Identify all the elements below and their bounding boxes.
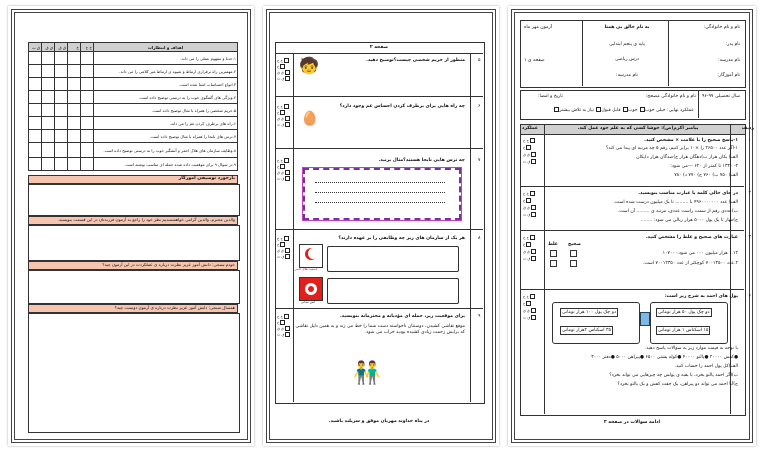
grade-cell[interactable] [55, 65, 68, 78]
grade-cell[interactable] [29, 52, 42, 65]
grade-mark[interactable] [523, 242, 531, 247]
grade-cell[interactable] [81, 52, 94, 65]
goal-text: ۵.حریم شخصی را همراه با مثال توضیح داده است. [94, 104, 238, 117]
q1-options: الف) ۷۵۰ ب) ۷۶۰ ج) ۷۷۰ د) ۷۸۰ [674, 173, 738, 178]
grade-mark-label: ق ت [523, 212, 531, 217]
question-5: منظور از حریم شخصی چیست؟توضیح دهید. [366, 58, 465, 63]
goal-row [29, 52, 238, 65]
grade-cell[interactable] [29, 91, 42, 104]
father-name-label: نام پدر: [725, 42, 740, 47]
grade-mark[interactable] [523, 138, 535, 143]
grade-mark[interactable] [523, 191, 535, 196]
question-9: برای موقعیت زیر، جمله ای مؤدبانه و محترمانه بنویسید. [339, 314, 465, 319]
grade-mark[interactable] [277, 326, 290, 331]
grade-cell[interactable] [29, 158, 42, 171]
grade-mark-label: خ [523, 242, 526, 247]
grade-mark[interactable] [523, 301, 531, 306]
grade-cell[interactable] [81, 104, 94, 117]
grade-cell[interactable] [81, 130, 94, 143]
teacher-name-label: نام آموزگار: [717, 73, 740, 78]
col-row: ردیف [741, 126, 754, 131]
grade-mark[interactable] [523, 315, 536, 320]
grade-mark[interactable] [277, 314, 289, 319]
checkbox-wrong[interactable] [550, 250, 557, 257]
goals-list [28, 51, 238, 171]
grade-header: ق ق [55, 43, 68, 52]
answer-box-fire-dept[interactable] [327, 278, 459, 304]
evaluation-sheet [8, 6, 254, 446]
checkbox-correct[interactable] [570, 260, 577, 267]
continue-note: ادامه سوالات در صفحه ۲ [603, 420, 661, 425]
q4-subq-c: ج)آیا احمد می تواند دو پیراهن، یک جفت کفش و یک پالتو بخرد؟ [617, 382, 738, 387]
grade-mark-label: خ [277, 320, 280, 325]
page-label: صفحه ۲ [369, 45, 389, 50]
grade-cell[interactable] [29, 78, 42, 91]
grade-mark-label: ق ق [277, 248, 284, 253]
question-number: ۶ [478, 104, 481, 109]
grade-mark[interactable] [277, 64, 285, 69]
goal-text: ۶.راه های برطرف کردن غم را می داند. [94, 117, 238, 130]
question-6: چه راه هایی برای برطرف کردن احساس غم وجود دارد؟ [339, 104, 465, 109]
goal-text: ۴.ویژگی های گفتگوی خوب را به درستی توضیح داده است. [94, 91, 238, 104]
child-cartoon-icon: 🧒 [299, 56, 319, 75]
grade-cell[interactable] [42, 91, 55, 104]
grade-mark[interactable] [523, 235, 535, 240]
grade-label: پایه ی پنجم ابتدایی [609, 42, 645, 47]
grade-mark-label: ق ت [277, 332, 285, 337]
question-number: ۱ [748, 138, 751, 143]
grade-mark-label: ق ت [277, 254, 285, 259]
q3-title: عبارت های صحیح و غلط را مشخص کنید. [645, 235, 738, 240]
grade-cell[interactable] [55, 52, 68, 65]
grade-mark-label: خ خ [277, 236, 283, 241]
goal-text: ۷.ترس های نابجا را همراه با مثال توضیح داده است. [94, 130, 238, 143]
page-footer: در پناه خداوند مهربان موفق و سربلند باشید. [328, 419, 430, 424]
grade-cell[interactable] [42, 52, 55, 65]
calculator-icon [640, 312, 650, 326]
money-card: دو چک پول ۱۰۰ هزار تومانی [562, 310, 616, 315]
grade-cell[interactable] [68, 65, 81, 78]
final-performance-label [553, 107, 694, 113]
grade-mark[interactable] [277, 164, 285, 169]
grade-mark[interactable] [523, 152, 536, 157]
grade-mark-label: خ خ [277, 158, 283, 163]
money-card: ۱۵ اسکناس ۱ هزار تومانی [658, 328, 709, 333]
bismillah: به نام خالق بی همتا [604, 25, 650, 30]
exam-label: آزمون مهر ماه [524, 25, 553, 30]
question-number: ۷ [478, 158, 481, 163]
school-year: سال تحصیلی ۹۷-۹۶ [701, 94, 740, 99]
question-8: هر یک از سازمان های زیر چه وظایفی را بر عهده دارند؟ [338, 236, 465, 241]
grade-cell[interactable] [81, 78, 94, 91]
grade-mark[interactable] [277, 116, 290, 121]
grade-cell[interactable] [55, 143, 68, 158]
goals-title: اهداف و انتظارات [94, 43, 238, 52]
grade-mark[interactable] [277, 332, 290, 337]
question-number: ۴ [748, 294, 751, 299]
grade-mark-label: خ خ [277, 104, 283, 109]
perf-good: خوب [628, 108, 638, 113]
perf-needs-effort: نیاز به تلاش بیشتر [559, 108, 594, 113]
grade-cell[interactable] [55, 130, 68, 143]
exam-page-1 [508, 6, 756, 446]
goal-text: ۳.انواع احساسات اشنا شده است. [94, 78, 238, 91]
grade-mark[interactable] [277, 110, 285, 115]
q3-correct-col: صحیح [568, 242, 581, 247]
grade-cell[interactable] [81, 158, 94, 171]
grade-cell[interactable] [55, 104, 68, 117]
grade-cell[interactable] [81, 117, 94, 130]
grade-mark[interactable] [523, 198, 531, 203]
grade-mark-label: خ خ [277, 314, 283, 319]
q1-title: ۱-پاسخ صحیح را با علامت × مشخص کنید. [644, 138, 738, 143]
goal-row [29, 158, 238, 171]
grade-cell[interactable] [81, 91, 94, 104]
grade-cell[interactable] [42, 158, 55, 171]
q4-subq-b: ب)اگر احمد پالتو بخرد، با بقیه ی پولش چه چیزهایی می تواند بخرد؟ [609, 373, 738, 378]
fire-dept-label: آتش نشانی [301, 300, 316, 304]
grade-cell[interactable] [42, 117, 55, 130]
self-assessment-prompt: خودم سنجی: دانش آموز عزیز نظرت درباره ی عملکردت در این آزمون چیه؟ [28, 261, 238, 270]
grade-mark-label: ق ق [277, 70, 284, 75]
red-crescent-label: جمعیت هلال احمر [295, 267, 318, 271]
grade-cell[interactable] [42, 130, 55, 143]
grade-header: خ خ [81, 43, 94, 52]
grade-cell[interactable] [68, 78, 81, 91]
grade-mark-label: ق ق [523, 308, 530, 313]
grade-mark-label: خ [523, 301, 526, 306]
grade-mark-label: ق ق [523, 152, 530, 157]
q4-instruction: با توجه به قیمت موارد زیر به سوالات پاسخ دهید. [644, 346, 738, 351]
grade-cell[interactable] [55, 91, 68, 104]
red-crescent-logo [299, 244, 323, 268]
grade-cell[interactable] [68, 91, 81, 104]
grade-mark[interactable] [277, 122, 290, 127]
goal-text: ۲.مهمترین راه برقراری ارتباط و شیوه ی ارتباط غیر کلامی را می داند. [94, 65, 238, 78]
grade-mark-label: خ خ [523, 138, 529, 143]
grade-mark[interactable] [523, 249, 536, 254]
grade-mark-label: خ [523, 198, 526, 203]
grade-mark[interactable] [277, 320, 285, 325]
grade-mark[interactable] [523, 205, 536, 210]
subject-label: درس ریاضی [615, 57, 639, 62]
perf-very-good: عملکرد نهایی: خیلی خوب [645, 108, 694, 113]
answer-box-red-crescent[interactable] [327, 246, 459, 272]
grade-cell[interactable] [68, 130, 81, 143]
grade-mark[interactable] [277, 248, 290, 253]
grade-cell[interactable] [68, 117, 81, 130]
question-7: چه ترس هایی نابجا هستند؟مثال بزنید. [378, 158, 465, 163]
peer-assessment-prompt: همسال سنجی: دانش آموز عزیز نظرت درباره ی آزمون دوستت چیه؟ [28, 304, 238, 313]
grade-mark[interactable] [277, 176, 290, 181]
grade-cell[interactable] [55, 78, 68, 91]
question-number: ۳ [748, 235, 751, 240]
grade-cell[interactable] [42, 78, 55, 91]
grade-mark-label: ق ت [523, 256, 531, 261]
q2-line: الف) عدد ۴۹۶۰۰۰۰۰۰۰ با ......... تا یک میلیون درست شده است. [613, 200, 738, 205]
grade-cell[interactable] [81, 65, 94, 78]
grade-mark[interactable] [277, 242, 285, 247]
perf-acceptable: قابل قبول [601, 108, 621, 113]
school-label-mid: نام مدرسه: [616, 73, 638, 78]
parent-comment-box[interactable] [28, 225, 240, 261]
answer-frame[interactable] [303, 168, 461, 220]
q1-line: ۲- ۱۳۲۰ تا کمتر از ۶۲۰ ---می شود: [670, 164, 738, 169]
sad-egg-icon: 🥚 [301, 111, 319, 127]
grade-mark-label: خ خ [523, 235, 529, 240]
goal-text: ۹.در سوال ۹ برای موقعیت داده شده جمله ای مناسب نوشته است. [94, 158, 238, 171]
hadith-header: پیامبر اکرم(ص): خوشا کسی که به علم خود عمل کند. [577, 126, 699, 131]
goal-row [29, 143, 238, 158]
q4-prices: ●کفش ۲۰۰۰۰ ●پالتو ۴۰۰۰۰ ●کوله پشتی ۶۵۰۰ ●پیراهن ۵۰۰۰ ●دفتر ۳۰۰۰ [591, 355, 738, 360]
grade-mark[interactable] [523, 145, 531, 150]
parent-prompt: والدین محترم، والدین گرامی خواهشمندیم نظر خود را راجع به آزمون فرزندتان در این قسمت بنویسید. [28, 216, 238, 225]
grade-mark-label: ق ت [277, 122, 285, 127]
grade-mark[interactable] [523, 212, 536, 217]
grade-mark[interactable] [277, 236, 289, 241]
grade-cell[interactable] [29, 117, 42, 130]
goal-row [29, 91, 238, 104]
q4-title: پول های احمد به شرح زیر است: [664, 294, 738, 299]
grade-cell[interactable] [81, 143, 94, 158]
q3-statement: ۲.عدد ۷۰۰۱۳۵۰۰ کوچکتر از عدد ۷۰۰۱۲۳۵۰ است. [642, 261, 738, 266]
grade-cell[interactable] [68, 52, 81, 65]
q1-line: ۱-اگر عدد ۲۶۵۰۰ را ×۱۰ برابر کنیم، رقم ۵ چه مرتبه ای پیدا می کند؟ [605, 146, 738, 151]
question-9-scenario: موقع تقاشی کشیدن، دوستتان ناخواسته دست شما را خط می زند و به همین دلیل نقاشی که برایش زحمت زیادی کشیده بودید خراب می شود. [295, 324, 465, 335]
money-card: دو چک پول ۵۰ هزار تومانی [658, 310, 710, 315]
peer-assessment-box[interactable] [28, 313, 240, 433]
grade-cell[interactable] [29, 130, 42, 143]
grade-mark[interactable] [523, 256, 536, 261]
checkbox-wrong[interactable] [550, 260, 557, 267]
q2-title: در جای خالی کلمه یا عبارت مناسب بنویسید. [638, 191, 738, 196]
grade-mark-label: ق ت [277, 176, 285, 181]
goal-row [29, 65, 238, 78]
grade-mark[interactable] [277, 158, 289, 163]
grade-mark-label: ق ق [523, 249, 530, 254]
grade-cell[interactable] [29, 104, 42, 117]
question-number: ۲ [748, 191, 751, 196]
grade-mark-label: خ خ [523, 191, 529, 196]
grade-mark-label: خ [277, 242, 280, 247]
grade-header: ق ق [42, 43, 55, 52]
q1-options: الف) یکان هزار ب)دهگان هزار ج)صدگان هزار د)یکان [636, 155, 738, 160]
grade-mark[interactable] [277, 58, 289, 63]
grade-header: خ [68, 43, 81, 52]
q4-subq-a: الف)کل پول احمد را حساب کنید. [674, 364, 738, 369]
grade-header: ق ت [29, 43, 42, 52]
grade-mark[interactable] [523, 159, 536, 164]
page-count-label: صفحه ی ۱ [524, 58, 545, 63]
grade-mark[interactable] [277, 254, 290, 259]
grade-cell[interactable] [68, 104, 81, 117]
question-number: ۹ [478, 314, 481, 319]
grade-mark-label: ق ق [277, 116, 284, 121]
two-boys-illustration: 👬 [353, 361, 381, 386]
student-name-label: نام و نام خانوادگی: [703, 25, 740, 30]
goal-row [29, 104, 238, 117]
fire-dept-logo [299, 277, 323, 301]
q2-line: ب)عددی رقم از سمت راست عددی، مرتبه ی ......... آن است. [617, 209, 738, 214]
q2-line: ج)مهار تا یک پول ۵۰۰۰ هزار ریالی می شود: ........ [640, 218, 738, 223]
grade-cell[interactable] [29, 65, 42, 78]
grade-cell[interactable] [42, 143, 55, 158]
teacher-feedback-title: بازخورد توصیفی آموزگار [28, 175, 238, 184]
col-performance: عملکرد [522, 126, 538, 131]
money-card: ۳۵ اسکناس ۲هزار تومانی [562, 328, 611, 333]
grade-mark-label: خ [277, 164, 280, 169]
grade-mark-label: خ [277, 110, 280, 115]
date-signature-label: تاریخ و امضا: [538, 94, 563, 99]
goal-text: ۱.حدنا و مفهوم عملی را می داند. [94, 52, 238, 65]
grade-mark[interactable] [277, 170, 290, 175]
grade-mark-label: خ [277, 64, 280, 69]
corrector-label: نام و نام خانوادگی مصحح: [645, 94, 696, 99]
question-number: ۵ [478, 58, 481, 63]
grade-mark-label: ق ق [277, 326, 284, 331]
grade-cell[interactable] [42, 65, 55, 78]
goal-row [29, 78, 238, 91]
grade-cell[interactable] [29, 143, 42, 158]
grade-mark-label: ق ق [523, 205, 530, 210]
grade-cell[interactable] [55, 117, 68, 130]
grade-mark-label: ق ت [523, 159, 531, 164]
grade-mark[interactable] [277, 104, 289, 109]
school-name-label: نام مدرسه: [718, 58, 740, 63]
grade-cell[interactable] [68, 143, 81, 158]
goal-row [29, 117, 238, 130]
self-assessment-box[interactable] [28, 270, 240, 304]
grade-mark[interactable] [277, 70, 290, 75]
grade-mark[interactable] [277, 76, 290, 81]
grade-mark[interactable] [523, 294, 535, 299]
grade-mark-label: ق ت [523, 315, 531, 320]
grade-cell[interactable] [42, 104, 55, 117]
q3-statement: ۱.۱۲ هزار میلیون ۰۰۰ می شود.۱۰۷۰۰۰ [662, 251, 738, 256]
goal-text: ۸.وظایف سازمان های هلال احمر و آتشگیر خوب را به درستی توضیح داده است. [94, 143, 238, 158]
q3-wrong-col: غلط [548, 242, 558, 247]
grade-cell[interactable] [68, 158, 81, 171]
grade-mark-label: ق ت [277, 76, 285, 81]
grade-mark[interactable] [523, 308, 536, 313]
checkbox-correct[interactable] [570, 250, 577, 257]
grade-mark-label: خ خ [277, 58, 283, 63]
goal-row [29, 130, 238, 143]
grade-cell[interactable] [55, 158, 68, 171]
grade-mark-label: خ [523, 145, 526, 150]
exam-page-2 [263, 6, 499, 446]
grade-mark-label: ق ق [277, 170, 284, 175]
teacher-feedback-box[interactable] [28, 184, 240, 216]
grade-mark-label: خ خ [523, 294, 529, 299]
question-number: ۸ [478, 236, 481, 241]
